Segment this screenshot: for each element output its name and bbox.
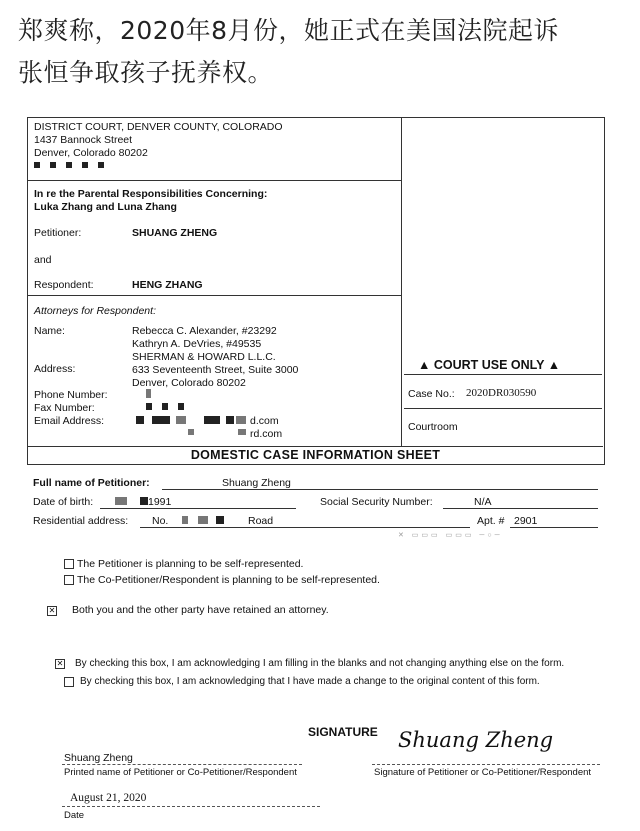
- redaction: [50, 162, 56, 168]
- court-name: DISTRICT COURT, DENVER COUNTY, COLORADO: [34, 121, 283, 133]
- apt-line: [510, 527, 598, 528]
- redaction: [136, 416, 144, 424]
- signature-label: Signature of Petitioner or Co-Petitioner/Respondent: [374, 767, 592, 778]
- redaction: [188, 429, 194, 435]
- case-number-label: Case No.:: [408, 388, 455, 400]
- court-address-2: Denver, Colorado 80202: [34, 147, 148, 159]
- and-text: and: [34, 254, 52, 266]
- case-number: 2020DR030590: [466, 387, 537, 399]
- ssn-value: N/A: [474, 496, 492, 508]
- attorneys-heading: Attorneys for Respondent:: [34, 305, 156, 317]
- courtroom-label: Courtroom: [408, 421, 458, 433]
- checkbox-ack-change[interactable]: [64, 677, 74, 687]
- fax-label: Fax Number:: [34, 402, 95, 414]
- law-firm: SHERMAN & HOWARD L.L.C.: [132, 351, 276, 363]
- email-label: Email Address:: [34, 415, 105, 427]
- respondent-label: Respondent:: [34, 279, 94, 291]
- caption-column: [28, 118, 402, 446]
- email-2-tail: rd.com: [250, 428, 283, 440]
- redaction: [236, 416, 246, 424]
- printed-name-label: Printed name of Petitioner or Co-Petitioner/Respondent: [64, 767, 297, 778]
- sheet-title: DOMESTIC CASE INFORMATION SHEET: [190, 448, 441, 462]
- option-ack-blanks: By checking this box, I am acknowledging I am filling in the blanks and not changing anything else on the form.: [75, 658, 565, 669]
- attorney-name-2: Kathryn A. DeVries, #49535: [132, 338, 262, 350]
- name-label: Name:: [34, 325, 65, 337]
- signature-heading: SIGNATURE: [308, 725, 378, 739]
- redaction: [146, 389, 151, 398]
- ssn-label: Social Security Number:: [320, 496, 433, 508]
- court-section: [28, 118, 401, 181]
- apt-value: 2901: [514, 515, 538, 527]
- court-use-only-label: ▲ COURT USE ONLY ▲: [418, 358, 561, 372]
- redaction: [176, 416, 186, 424]
- date-label: Date: [64, 810, 85, 821]
- redaction: [238, 429, 246, 435]
- address-label: Address:: [34, 363, 76, 375]
- caption-line-2: 张恒争取孩子抚养权。: [18, 58, 274, 87]
- scan-artifact-strip: ✕ ▭▭▭ ▭▭▭ ─○─: [398, 532, 503, 539]
- option-ack-change: By checking this box, I am acknowledging that I have made a change to the original content of this form.: [80, 676, 540, 687]
- attorney-address-2: Denver, Colorado 80202: [132, 377, 246, 389]
- attorneys-section: [28, 296, 401, 446]
- redaction: [216, 516, 224, 524]
- attorney-name-1: Rebecca C. Alexander, #23292: [132, 325, 277, 337]
- ssn-line: [443, 508, 598, 509]
- handwritten-signature: Shuang Zheng: [398, 728, 554, 752]
- email-1-tail: d.com: [250, 415, 279, 427]
- petitioner-label: Petitioner:: [34, 227, 82, 239]
- residential-road: Road: [248, 515, 274, 527]
- apt-label: Apt. #: [477, 515, 505, 527]
- phone-label: Phone Number:: [34, 389, 108, 401]
- residential-line: [140, 527, 470, 528]
- caption-line-1: 郑爽称，2020年8月份，她正式在美国法院起诉: [18, 16, 560, 45]
- court-form-header: [27, 117, 605, 465]
- printed-name: Shuang Zheng: [64, 752, 133, 764]
- redaction: [152, 416, 170, 424]
- checkbox-self-rep-co[interactable]: [64, 575, 74, 585]
- redaction: [146, 403, 152, 410]
- checkbox-ack-blanks[interactable]: ✕: [56, 659, 64, 668]
- court-address-1: 1437 Bannock Street: [34, 134, 133, 146]
- option-self-rep-co: The Co-Petitioner/Respondent is planning to be self-represented.: [77, 574, 380, 586]
- signed-date: August 21, 2020: [70, 792, 147, 804]
- matter-section: [28, 180, 401, 296]
- divider: [404, 408, 602, 409]
- divider: [404, 374, 602, 375]
- children-names: Luka Zhang and Luna Zhang: [34, 201, 177, 213]
- sheet-title-bar: [28, 446, 603, 465]
- redaction: [204, 416, 220, 424]
- dob-line: [100, 508, 296, 509]
- dob-year: 1991: [148, 496, 172, 508]
- redaction: [34, 162, 40, 168]
- checkbox-both-attorney[interactable]: ✕: [48, 606, 56, 615]
- redaction: [178, 403, 184, 410]
- redaction: [82, 162, 88, 168]
- signature-line: [372, 764, 600, 765]
- redaction: [162, 403, 168, 410]
- redaction: [140, 497, 148, 505]
- option-self-rep-petitioner: The Petitioner is planning to be self-represented.: [77, 558, 304, 570]
- redaction: [182, 516, 188, 524]
- dob-label: Date of birth:: [33, 496, 94, 508]
- redaction: [66, 162, 72, 168]
- caption: [18, 10, 628, 94]
- respondent-name: HENG ZHANG: [132, 279, 203, 291]
- checkbox-self-rep-petitioner[interactable]: [64, 559, 74, 569]
- redaction: [226, 416, 234, 424]
- residential-label: Residential address:: [33, 515, 129, 527]
- fullname-value: Shuang Zheng: [222, 477, 291, 489]
- fullname-line: [162, 489, 598, 490]
- petitioner-name: SHUANG ZHENG: [132, 227, 218, 239]
- attorney-address-1: 633 Seventeenth Street, Suite 3000: [132, 364, 299, 376]
- fullname-label: Full name of Petitioner:: [33, 477, 150, 489]
- redaction: [198, 516, 208, 524]
- option-both-attorney: Both you and the other party have retained an attorney.: [72, 604, 329, 616]
- printed-name-line: [62, 764, 302, 765]
- residential-prefix: No.: [152, 515, 169, 527]
- matter-heading: In re the Parental Responsibilities Concerning:: [34, 188, 268, 200]
- redaction: [115, 497, 127, 505]
- date-line: [62, 806, 320, 807]
- redaction: [98, 162, 104, 168]
